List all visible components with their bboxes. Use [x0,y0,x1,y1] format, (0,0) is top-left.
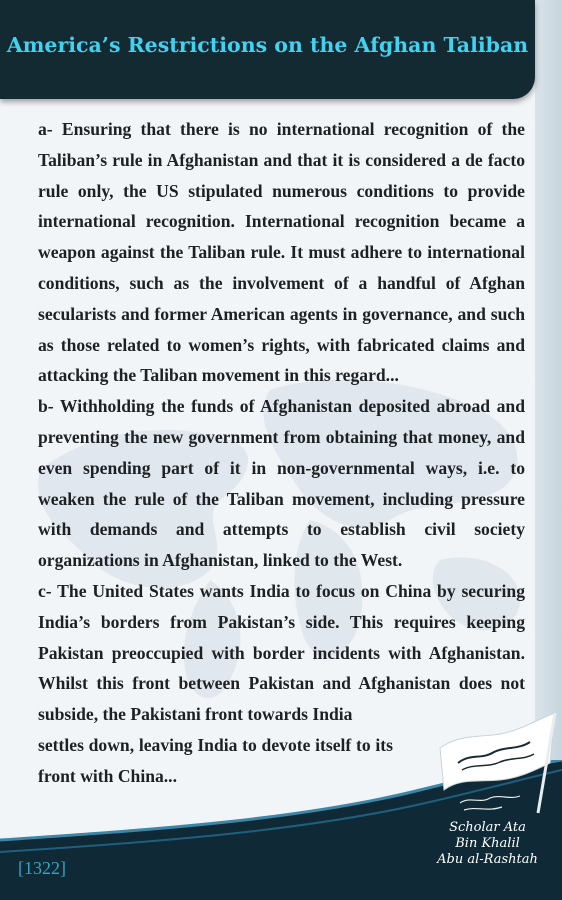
calligraphy-seal-icon [460,796,520,810]
author-line-2: Bin Khalil [455,836,520,851]
page-title: America’s Restrictions on the Afghan Taliban [6,33,529,57]
article-body [38,114,525,792]
paragraph-b: b- Withholding the funds of Afghanistan deposited abroad and preventing the new government from obtaining that money, and even spending part of it in non-governmental ways, i.e. to weaken the rule of the Taliban movement, including pressure with demands and attempts to establish civil society organizations in Afghanistan, linked to the West. [38,396,525,571]
page-number: [1322] [18,858,66,878]
paragraph-a: a- Ensuring that there is no international recognition of the Taliban’s rule in Afghanistan and that it is considered a de facto rule only, the US stipulated numerous conditions to provide international recognition. International recognition became a weapon against the Taliban rule. It must adhere to international conditions, such as the involvement of a handful of Afghan secularists and former American agents in governance, and such as those related to women’s rights, with fabricated claims and attacking the Taliban movement in this regard... [38,119,525,386]
paragraph-c: c- The United States wants India to focus on China by securing India’s borders from Pakistan’s side. This requires keeping Pakistan preoccupied with border incidents with Afghanistan. Whilst this front between Pakistan and Afghanistan does not subside, the Pakistani front towards India [38,580,525,725]
author-line-3: Abu al-Rashtah [437,852,538,867]
shahada-flag-icon [430,708,562,818]
title-banner [0,0,535,99]
author-signature [420,820,555,868]
paragraph-c-end: settles down, leaving India to devote itself to its front with China... [38,734,393,786]
author-line-1: Scholar Ata [449,820,526,835]
